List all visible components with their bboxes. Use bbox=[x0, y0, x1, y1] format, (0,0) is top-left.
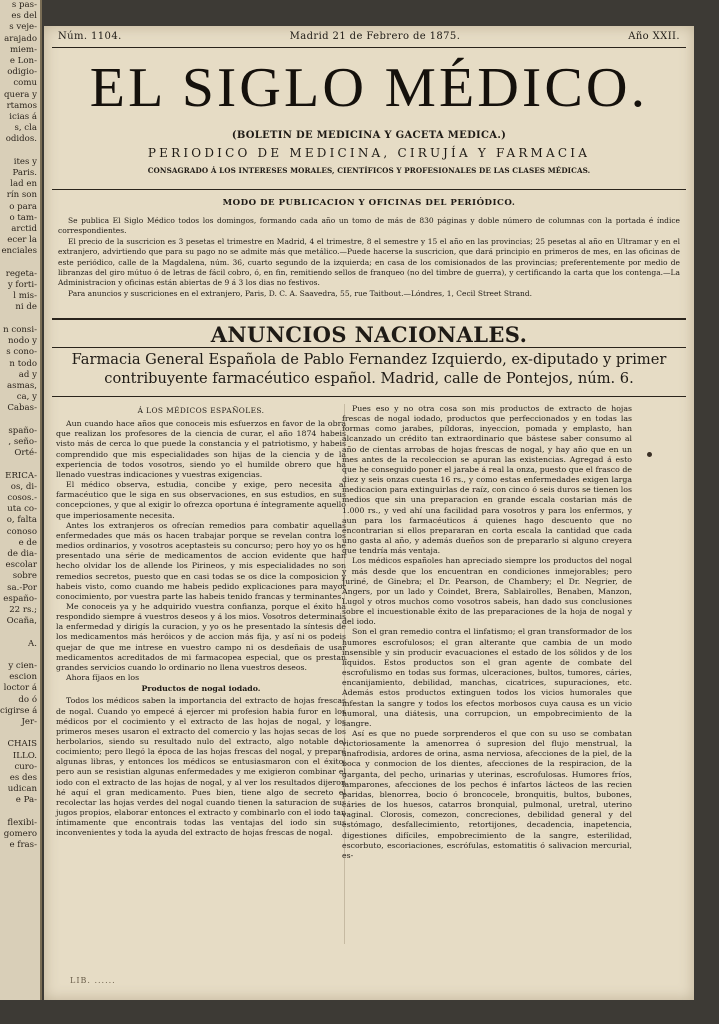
article-paragraph: El médico observa, estudia, concibe y exige, pero necesita al farmacéutico que le siga en sus observaciones, en sus estudios, en sus concepciones, y que al exigir lo ofrezca oportuna é íntegramente aquello que imperiosamente necesita. bbox=[56, 480, 346, 520]
article-subheading: Productos de nogal iodado. bbox=[141, 684, 261, 694]
article-paragraph: Son el gran remedio contra el linfatismo; el gran transformador de los humores escrofulosos; el gran alterante que cambia de un modo insensible y sin producir evacuaciones el estado de los sólidos y de los líquidos. Estos productos son el gran agente de combate del escrofulismo en todas sus formas, ulceraciones, bultos, tumores, cáries, encanijamiento, debilidad, manchas, cicatrices, supuraciones, etc. Además estos productos extinguen todos los vicios humorales que infestan la sangre y todos los efectos morbosos cuya causa es un vicio humoral, una diátesis, una corrupcion, un empobrecimiento de la sangre. bbox=[342, 627, 632, 728]
masthead-rule bbox=[52, 189, 686, 190]
library-stamp: LIB. ...... bbox=[70, 976, 116, 985]
prev-page-line: CHAIS bbox=[7, 739, 37, 750]
prev-page-line: flexibi- bbox=[7, 817, 37, 828]
prev-page-line: ILLO. bbox=[12, 750, 37, 761]
article-paragraph: Todos los médicos saben la importancia del extracto de hojas frescas de nogal. Cuando yo empecé á ejercer mi profesion habia furor en los médicos por el cocimiento y el extracto de las hojas de nogal, y los primeros meses usaron el extracto del comercio y las hojas secas de los herbolarios, siendo su resultado nulo del extracto, algo notable del cocimiento; pero llegó la época de las hojas frescas del nogal, y preparé algunas libras, y entonces los médicos se entusiasmaron con el éxito; pero aun se resistian algunas enfermedades y me exigieron combinar el iodo con el extracto de las hojas de nogal, y al ver los resultados dijeron hé aquí el gran medicamento. Pues bien, tiene algo de secreto el recolectar las hojas verdes del nogal cuando tienen la saturacion de sus jugos propios, elaborar entonces el extracto y combinarlo con el iodo tan íntimamente que encontrais todas las ventajas del iodo sin sus inconvenientes y toda la ayuda del extracto de hojas frescas de nogal. bbox=[56, 696, 346, 838]
prev-page-line: curo- bbox=[14, 761, 37, 772]
prev-page-line: odidos. bbox=[5, 134, 37, 145]
prev-page-line: Cabas- bbox=[7, 403, 37, 414]
prev-page-line: arajado bbox=[4, 33, 37, 44]
prev-page-line bbox=[0, 728, 40, 739]
newspaper-page bbox=[44, 26, 694, 1000]
ads-rule-top bbox=[52, 318, 686, 320]
prev-page-line: e Pa- bbox=[15, 795, 37, 806]
ads-rule-bottom bbox=[52, 347, 686, 348]
prev-page-line: conoso bbox=[6, 526, 37, 537]
prev-page-line bbox=[0, 258, 40, 269]
prev-page-line: do ó bbox=[18, 694, 37, 705]
issue-number: Núm. 1104. bbox=[58, 31, 122, 42]
prev-page-line: ad y bbox=[18, 369, 37, 380]
prev-page-line: s, cla bbox=[14, 123, 37, 134]
article-salutation: Á LOS MÉDICOS ESPAÑOLES. bbox=[137, 406, 265, 415]
previous-page-edge bbox=[0, 0, 42, 1000]
prev-page-line: ecer la bbox=[7, 235, 37, 246]
prev-page-line: spaño- bbox=[8, 425, 37, 436]
prev-page-line: l mis- bbox=[13, 291, 37, 302]
prev-page-line: enciales bbox=[1, 246, 37, 257]
masthead-tagline: CONSAGRADO Á LOS INTERESES MORALES, CIENTÍFICOS Y PROFESIONALES DE LAS CLASES MÉDICAS. bbox=[147, 166, 591, 175]
ink-dot bbox=[647, 452, 652, 457]
prev-page-line: y forti- bbox=[7, 280, 37, 291]
prev-page-line: o para bbox=[9, 201, 37, 212]
article-paragraph: Así es que no puede sorprenderos el que con su uso se combatan victoriosamente la amenorrea ó supresion del flujo menstrual, la anafrodisia, ardores de orina, asma nerviosa, afecciones de la piel, de la boca y conmocion de los dientes, afecciones de la respiracion, de la garganta, del pecho, urinarias y uterinas, escrofulosas. Humores fríos, lamparones, afecciones de los pechos é infartos lácteos de las recien paridas, blenorrea, bocio ó broncocele, bronquitis, bultos, bubones, cáries de los huesos, catarros bronquial, pulmonal, uretral, uterino vaginal. Clorosis, comezon, concreciones, debilidad general y del estómago, desfallecimiento, retortijones, decadencia, inapetencia, digestiones difíciles, empobrecimiento de la sangre, esterilidad, escorbuto, escoriaciones, escrófulas, estomatitis ó salivacion mercurial, es- bbox=[342, 729, 632, 860]
prev-page-line: escolar bbox=[5, 560, 37, 571]
prev-page-line: e de bbox=[18, 537, 37, 548]
article-paragraph: Pues eso y no otra cosa son mis productos de extracto de hojas frescas de nogal iodado, productos que perfeccionados y en todas las formas como jarabes, píldoras, inyeccion, pomada y emplasto, han alcanzado un crédito tan extraordinario que bástese saber consumo al año de cientas arrobas de hojas frescas de nogal, y hay año que en un mes antes de la recoleccion se apuran las existencias. Agregad á esto que he conseguido poner el jarabe á real la onza, puesto que el frasco de diez y seis onzas cuesta 16 rs., y como estas enfermedades exigen larga medicacion para extinguirlas de raíz, con cinco ó seis duros se tienen los medios que sin una preparacion en grande escala costarian más de 1.000 rs., y ved ahí una facilidad para vosotros y para los enfermos, y aun para los farmacéuticos á quienes hago descuento que no encontrarian si ellos prepararan en corta escala la cantidad que cada uno gasta al año, y además dueños son de prepararlo si alguno creyera que tendría más ventaja. bbox=[342, 404, 632, 556]
article-paragraph: Aun cuando hace años que conoceis mis esfuerzos en favor de la obra que realizan los profesores de la ciencia de curar, el año 1874 habeis visto más de cerca lo que puede la constancia y el patriotismo, y habeis comprendido que mis especialidades son hijas de la ciencia y de la experiencia de todos vosotros, siendo yo el humilde obrero que ha llenado vuestras indicaciones y vuestras exigencias. bbox=[56, 419, 346, 479]
prev-page-line: regeta- bbox=[5, 268, 37, 279]
prev-page-line: e fras- bbox=[9, 840, 37, 851]
article-paragraph: Antes los extranjeros os ofrecían remedios para combatir aquellas enfermedades que más os hacen trabajar porque se revelan contra los medios ordinarios, y vosotros aceptasteis su concurso; pero hoy yo os he presentado una série de medicamentos de accion evidente que han hecho olvidar los de allende los Pirineos, y mis especialidades no son remedios secretos, puesto que en casi todas se os dice la composicion y habeis visto, como cuando me habeis pedido explicaciones para mayor conocimiento, por vuestra parte las habeis tenido francas y terminantes. bbox=[56, 520, 346, 601]
prev-page-line: uta co- bbox=[7, 504, 37, 515]
prev-page-line: sa.-Por bbox=[7, 582, 37, 593]
prev-page-line: y cien- bbox=[8, 660, 37, 671]
header-rule bbox=[52, 47, 686, 48]
masthead-descriptor: PERIODICO DE MEDICINA, CIRUJÍA Y FARMACIA bbox=[147, 146, 591, 160]
prev-page-line: 22 rs.; bbox=[9, 604, 37, 615]
prev-page-line bbox=[0, 627, 40, 638]
prev-page-line: lad en bbox=[10, 179, 37, 190]
prev-page-line: A. bbox=[28, 638, 37, 649]
prev-page-line: arctid bbox=[11, 224, 37, 235]
prev-page-line: Jer- bbox=[21, 717, 37, 727]
prev-page-line: ERICA- bbox=[5, 470, 37, 481]
prev-page-line: sobre bbox=[12, 571, 37, 582]
prev-page-line: , seño- bbox=[8, 436, 37, 447]
prev-page-line: nodo y bbox=[8, 336, 37, 347]
article-column-right bbox=[342, 404, 632, 861]
prev-page-line bbox=[0, 314, 40, 325]
prev-page-line: cigirse á bbox=[0, 705, 38, 716]
prev-page-line bbox=[0, 146, 40, 157]
prev-page-line bbox=[0, 459, 40, 470]
prev-page-line: gomero bbox=[3, 829, 37, 840]
prev-page-line: ni de bbox=[15, 302, 37, 313]
pharmacy-headline: Farmacia General Española de Pablo Fernandez Izquierdo, ex-diputado y primer contribuyente farmacéutico español. Madrid, calle de Pontejos, núm. 6. bbox=[71, 351, 667, 387]
prev-page-line: quera y bbox=[4, 89, 37, 100]
prev-page-line: es des bbox=[9, 773, 37, 784]
prev-page-line: e Lon- bbox=[9, 56, 37, 67]
publication-heading: MODO DE PUBLICACION Y OFICINAS DEL PERIÓDICO. bbox=[222, 198, 516, 208]
prev-page-line: rín son bbox=[6, 190, 37, 201]
prev-page-line: s pas- bbox=[11, 0, 37, 10]
prev-page-line: icias á bbox=[9, 112, 37, 123]
prev-page-line: odigio- bbox=[7, 67, 37, 78]
prev-page-line: españo- bbox=[3, 593, 37, 604]
prev-page-line: comu bbox=[13, 78, 37, 89]
prev-page-line: de dia- bbox=[7, 548, 37, 559]
prev-page-line: ca, y bbox=[16, 392, 37, 403]
prev-page-line: udican bbox=[7, 784, 37, 795]
prev-page-line: Ocaña, bbox=[6, 616, 37, 627]
prev-page-line: o, falta bbox=[6, 515, 37, 526]
prev-page-line: s cono- bbox=[6, 347, 37, 358]
prev-page-line: Orté- bbox=[14, 448, 37, 459]
article-paragraph: Los médicos españoles han apreciado siempre los productos del nogal y más desde que los encuentran en condiciones inmejorables; pero Juriné, de Ginebra; el Dr. Pearson, de Chambery; el Dr. Negrier, de Angers, por un lado y Coindet, Brera, Sablairolles, Benaben, Manzon, Lugol y otros muchos como vosotros sabeis, han dado sus conclusiones sobre el incuestionable éxito de las preparaciones de la hoja de nogal y del iodo. bbox=[342, 556, 632, 627]
prev-page-line: n todo bbox=[9, 358, 37, 369]
prev-page-line: Paris. bbox=[12, 168, 37, 179]
article-paragraph: Me conoceis ya y he adquirido vuestra confianza, porque el éxito ha respondido siempre á vuestros deseos y á los mios. Vosotros determinais la enfermedad y dirigís la curacion, y yo os he presentado la síntesis de los medicamentos más heróicos y de accion más fija, y así ni os podeis quejar de que me intrese en vuestro campo ni os desdeñais de usar medicamentos acreditados de mi farmacopea especial, que os prestan grandes servicios cuando lo ordinario no llena vuestros deseos. bbox=[56, 601, 346, 672]
prev-page-line: asmas, bbox=[7, 380, 37, 391]
publication-paragraph: Se publica El Siglo Médico todos los domingos, formando cada año un tomo de más de 830 páginas y doble número de columnas con la portada é índice correspondientes. bbox=[58, 216, 680, 236]
issue-header-line bbox=[58, 31, 680, 45]
prev-page-line: loctor á bbox=[3, 683, 37, 694]
publication-paragraph: Para anuncios y suscriciones en el extranjero, Paris, D. C. A. Saavedra, 55, rue Taitbout.—Lóndres, 1, Cecil Street Strand. bbox=[68, 288, 533, 298]
prev-page-line: ites y bbox=[13, 156, 37, 167]
prev-page-line: escion bbox=[9, 672, 37, 683]
masthead-subtitle: (BOLETIN DE MEDICINA Y GACETA MEDICA.) bbox=[231, 130, 507, 141]
ads-title: ANUNCIOS NACIONALES. bbox=[210, 322, 528, 347]
publication-info bbox=[58, 216, 680, 299]
prev-page-line: miem- bbox=[9, 44, 37, 55]
prev-page-line: n consi- bbox=[3, 324, 37, 335]
prev-page-line bbox=[0, 807, 40, 818]
publication-paragraph: El precio de la suscricion es 3 pesetas el trimestre en Madrid, 4 el trimestre, 8 el semestre y 15 el año en las provincias; 25 pesetas al año en Ultramar y en el extranjero, advirtiendo que para su pago no se admite más que metálico.—Puede hacerse la suscricion, que dará principio en primeros de mes, en las oficinas de este periódico, calle de la Magdalena, núm. 36, cuarto segundo de la izquierda; en casa de los comisionados de las provincias; preferentemente por medio de libranzas del giro mútuo ó de letras de fácil cobro, ó, en fin, remitiendo sellos de franqueo (no del timbre de guerra), y certificando la carta que los contenga.—La Administracion y oficinas están abiertas de 9 á 3 los dias no festivos. bbox=[58, 236, 680, 288]
issue-year: Año XXII. bbox=[628, 31, 680, 42]
prev-page-line: s veje- bbox=[9, 22, 37, 33]
prev-page-line: o tam- bbox=[9, 212, 37, 223]
article-rule bbox=[52, 396, 686, 397]
masthead-title: EL SIGLO MÉDICO. bbox=[89, 57, 649, 119]
prev-page-line bbox=[0, 415, 40, 426]
article-paragraph: Ahora fíjaos en los bbox=[66, 673, 140, 683]
issue-date: Madrid 21 de Febrero de 1875. bbox=[289, 31, 461, 42]
prev-page-line: es del bbox=[11, 11, 37, 22]
article-column-left bbox=[56, 404, 346, 839]
prev-page-line: rtamos bbox=[6, 100, 37, 111]
prev-page-line bbox=[0, 650, 40, 661]
prev-page-line: os, di- bbox=[10, 481, 37, 492]
prev-page-line: cosos.- bbox=[7, 492, 37, 503]
